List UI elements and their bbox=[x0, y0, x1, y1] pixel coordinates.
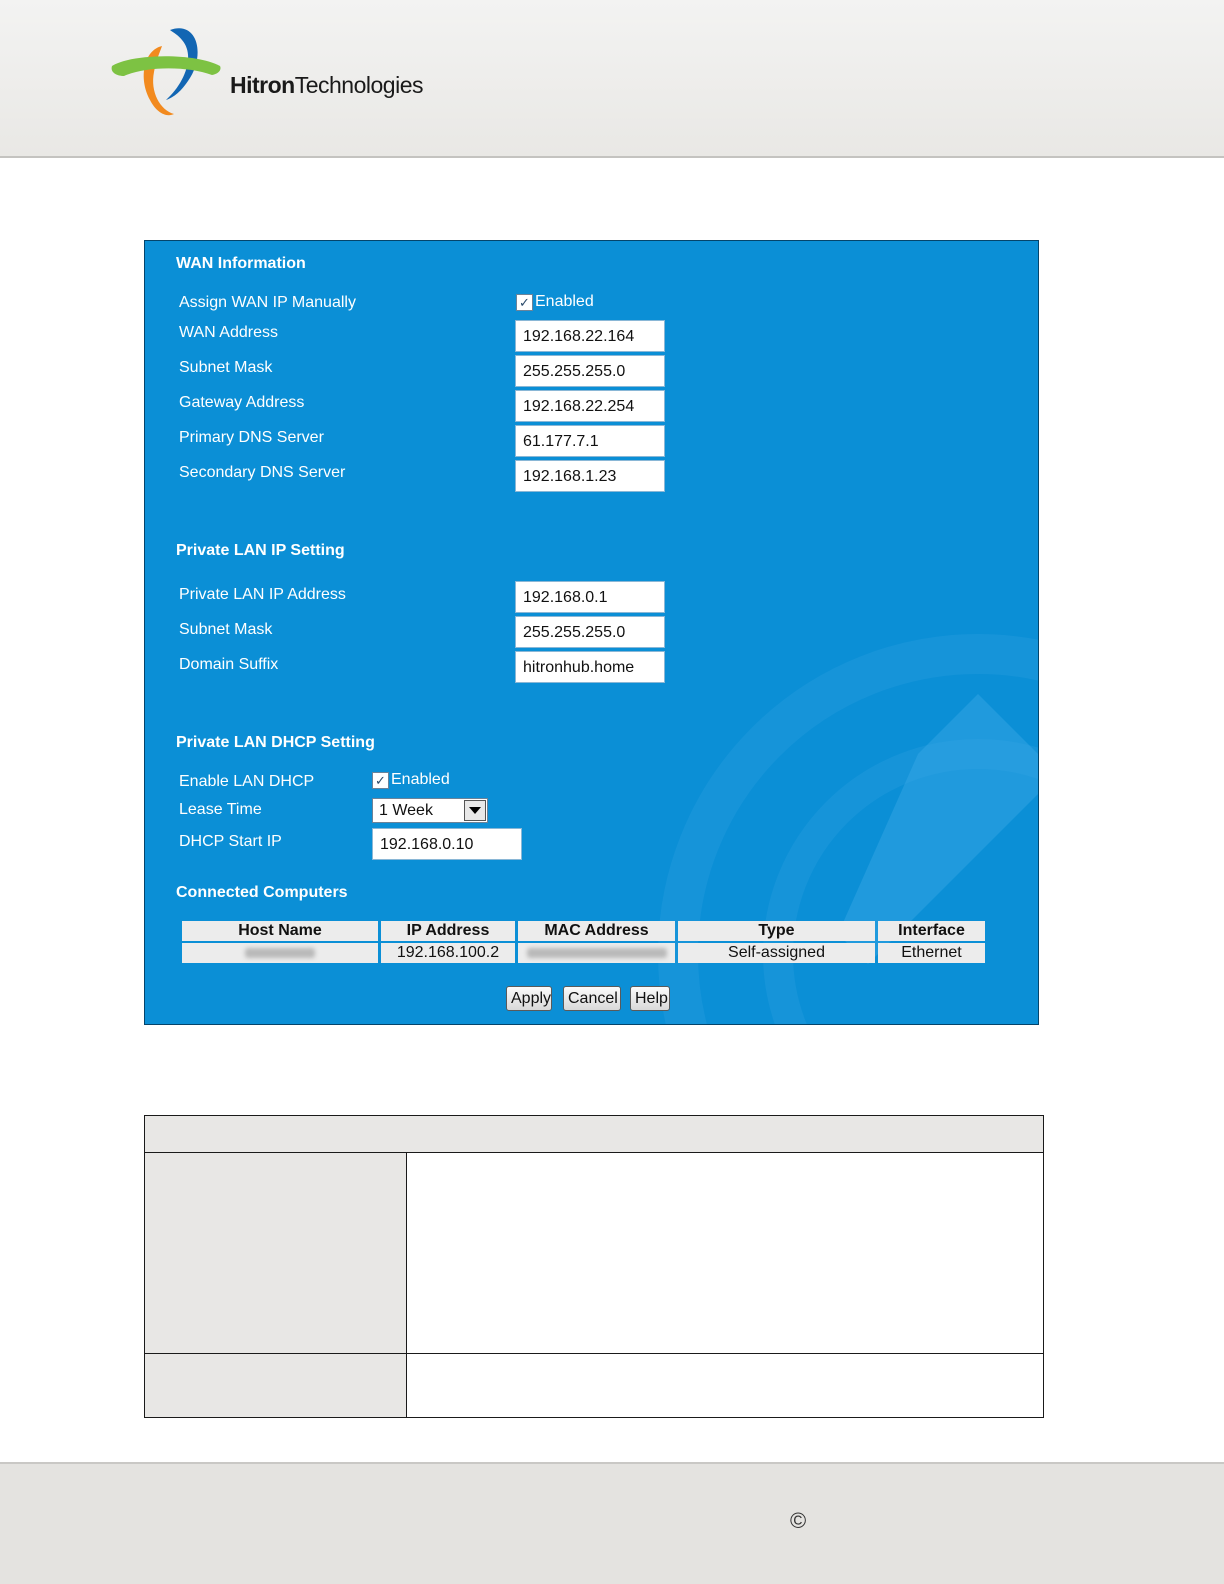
gateway-address-label: Gateway Address bbox=[179, 394, 305, 411]
interface-cell: Ethernet bbox=[878, 943, 985, 963]
lease-time-select[interactable] bbox=[372, 798, 488, 823]
dhcp-section-title: Private LAN DHCP Setting bbox=[176, 734, 375, 751]
table-row bbox=[145, 1153, 1043, 1354]
mac-address-cell bbox=[518, 943, 675, 963]
primary-dns-label: Primary DNS Server bbox=[179, 429, 324, 446]
copyright-symbol: © bbox=[790, 1508, 807, 1533]
column-header-type: Type bbox=[678, 921, 875, 941]
assign-wan-ip-option[interactable] bbox=[516, 293, 594, 311]
chevron-down-icon[interactable] bbox=[464, 800, 486, 821]
wan-address-label: WAN Address bbox=[179, 324, 278, 341]
assign-wan-ip-checkbox-label: Enabled bbox=[535, 293, 594, 310]
field-description-table bbox=[144, 1115, 1044, 1418]
table-row bbox=[182, 943, 985, 963]
type-cell: Self-assigned bbox=[678, 943, 875, 963]
wan-subnet-mask-input[interactable]: 255.255.255.0 bbox=[515, 355, 665, 387]
enable-dhcp-checkbox-label: Enabled bbox=[391, 771, 450, 788]
router-settings-panel bbox=[144, 240, 1039, 1025]
page-header bbox=[0, 0, 1224, 158]
domain-suffix-input[interactable]: hitronhub.home bbox=[515, 651, 665, 683]
lease-time-value: 1 Week bbox=[379, 802, 433, 819]
dhcp-start-ip-input[interactable]: 192.168.0.10 bbox=[372, 828, 522, 860]
assign-wan-ip-checkbox[interactable]: ✓ bbox=[516, 294, 533, 311]
lan-subnet-mask-label: Subnet Mask bbox=[179, 621, 273, 638]
cancel-button[interactable]: Cancel bbox=[563, 986, 621, 1011]
host-name-cell bbox=[182, 943, 378, 963]
secondary-dns-label: Secondary DNS Server bbox=[179, 464, 346, 481]
lan-subnet-mask-input[interactable]: 255.255.255.0 bbox=[515, 616, 665, 648]
hitron-logo bbox=[110, 26, 430, 122]
lan-section-title: Private LAN IP Setting bbox=[176, 542, 345, 559]
column-header-host-name: Host Name bbox=[182, 921, 378, 941]
assign-wan-ip-label: Assign WAN IP Manually bbox=[179, 294, 356, 311]
enable-dhcp-option[interactable] bbox=[372, 771, 450, 789]
table-cell-description bbox=[407, 1153, 1043, 1353]
help-button[interactable]: Help bbox=[630, 986, 670, 1011]
secondary-dns-input[interactable]: 192.168.1.23 bbox=[515, 460, 665, 492]
column-header-ip-address: IP Address bbox=[381, 921, 515, 941]
connected-computers-table bbox=[179, 919, 988, 965]
redacted-mac-address bbox=[527, 948, 667, 958]
primary-dns-input[interactable]: 61.177.7.1 bbox=[515, 425, 665, 457]
brand-name-bold: Hitron bbox=[230, 72, 295, 98]
lan-ip-address-input[interactable]: 192.168.0.1 bbox=[515, 581, 665, 613]
lease-time-label: Lease Time bbox=[179, 801, 262, 818]
page-footer bbox=[0, 1462, 1224, 1584]
redacted-host-name bbox=[245, 948, 315, 958]
enable-dhcp-label: Enable LAN DHCP bbox=[179, 773, 315, 790]
dhcp-start-ip-label: DHCP Start IP bbox=[179, 833, 282, 850]
enable-dhcp-checkbox[interactable]: ✓ bbox=[372, 772, 389, 789]
gateway-address-input[interactable]: 192.168.22.254 bbox=[515, 390, 665, 422]
connected-computers-title: Connected Computers bbox=[176, 884, 348, 901]
table-cell-label bbox=[145, 1153, 407, 1353]
wan-subnet-mask-label: Subnet Mask bbox=[179, 359, 273, 376]
table-header-row bbox=[182, 921, 985, 941]
hitron-logo-mark-icon bbox=[110, 26, 225, 121]
table-cell-label bbox=[145, 1354, 407, 1417]
ip-address-cell: 192.168.100.2 bbox=[381, 943, 515, 963]
table-row bbox=[145, 1354, 1043, 1417]
table-cell-description bbox=[407, 1354, 1043, 1417]
lan-ip-address-label: Private LAN IP Address bbox=[179, 586, 346, 603]
column-header-interface: Interface bbox=[878, 921, 985, 941]
wan-section-title: WAN Information bbox=[176, 255, 306, 272]
column-header-mac-address: MAC Address bbox=[518, 921, 675, 941]
table-header-row bbox=[145, 1116, 1043, 1153]
brand-name-regular: Technologies bbox=[294, 72, 423, 98]
brand-name bbox=[230, 72, 423, 99]
apply-button[interactable]: Apply bbox=[506, 986, 552, 1011]
domain-suffix-label: Domain Suffix bbox=[179, 656, 279, 673]
wan-address-input[interactable]: 192.168.22.164 bbox=[515, 320, 665, 352]
